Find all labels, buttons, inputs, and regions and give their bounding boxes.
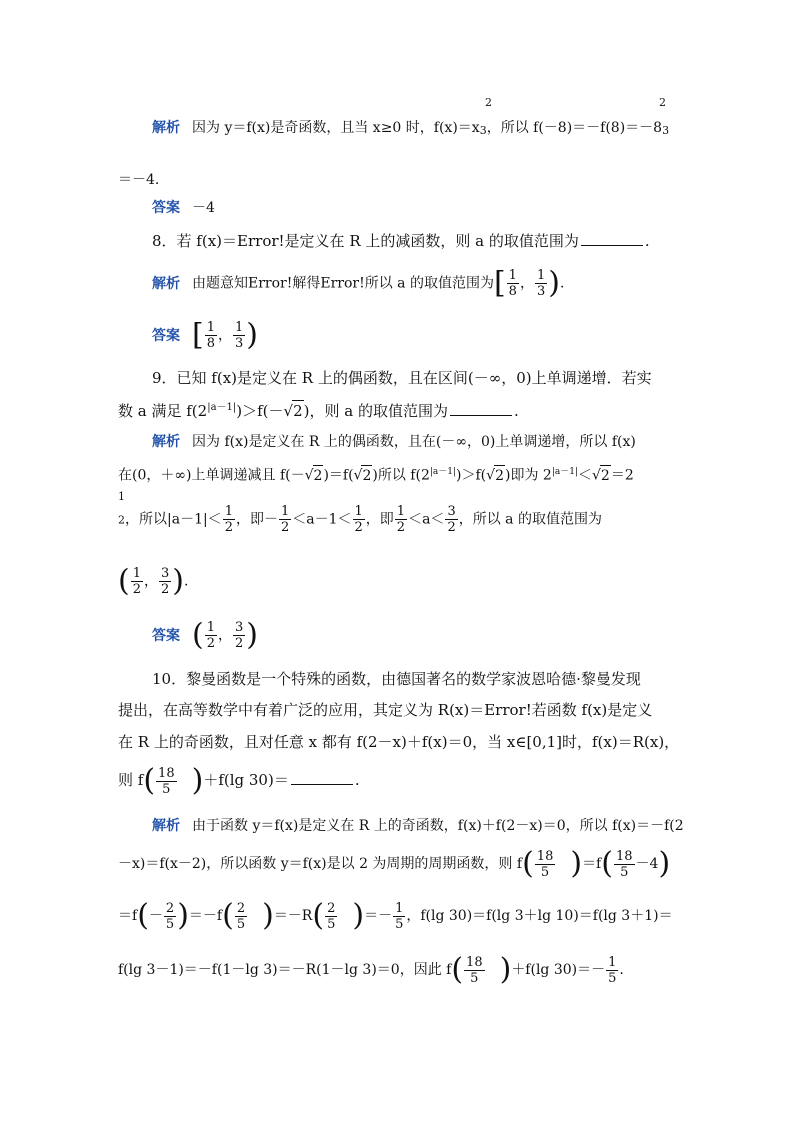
q10-question-line-3: 在 R 上的奇函数，且对任意 x 都有 f(2－x)＋f(x)＝0，当 x∈[0,1]时，f(x)＝R(x)， <box>118 733 680 751</box>
q9-question-line-2: 数 a 满足 $f(2^{|a-1|})>f(-√2)$，则 a 的取值范围为 . <box>118 402 519 420</box>
q7-answer <box>152 198 215 218</box>
analysis-label: 解析 <box>152 120 180 136</box>
answer-label: 答案 <box>152 327 180 344</box>
answer-label: 答案 <box>152 200 180 216</box>
q10-question-line-1: 10．黎曼函数是一个特殊的函数，由德国著名的数学家波恩哈德·黎曼发现 <box>152 670 641 688</box>
q8-question: 8．若 f(x)＝Error!是定义在 R 上的减函数，则 a 的取值范围为 . <box>152 232 650 250</box>
q9-answer: 答案 ( $\frac{1}{2}$ ， $\frac{3}{2}$ ) <box>152 617 258 653</box>
exponent-numerator: 2 <box>659 96 666 109</box>
q9-analysis-line-2: 在(0，＋∞)上单调递减且 f(－√2)＝f(√2)所以 $f(2^{|a-1|})>f(√2)$即为 $2^{|a-1|}<√2=2$ <box>118 462 634 486</box>
analysis-label: 解析 <box>152 275 180 292</box>
q7-analysis-line: 解析 因为 y＝f(x)是奇函数，且当 x≥0 时，f(x)＝x3，所以 f(－8)＝－f(8)＝－83 <box>152 120 670 137</box>
q9-question-line-1: 9．已知 f(x)是定义在 R 上的偶函数，且在区间(－∞，0)上单调递增．若实 <box>152 369 652 387</box>
answer-value: －4 <box>192 200 215 216</box>
q10-analysis-line-3: ＝f(－ $\frac{2}{5}$ )＝－f( $\frac{2}{5}$ )＝－R( $\frac{2}{5}$ )＝－ $\frac{1}{5}$ ，f(lg 30)＝f(lg 3＋lg 10)＝f(lg 3＋1)＝ <box>118 898 673 933</box>
exponent-numerator: 1 <box>118 490 125 503</box>
exponent-numerator: 2 <box>485 96 492 109</box>
q9-analysis-line-3: 2，所以|a－1|＜ $\frac{1}{2}$ ，即－ $\frac{1}{2}$ ＜a－1＜ $\frac{1}{2}$ ，即 $\frac{1}{2}$ ＜a＜ $\frac{3}{2}$ ，所以 a 的取值范围为 <box>118 504 602 535</box>
q10-question-line-2: 提出，在高等数学中有着广泛的应用，其定义为 R(x)＝Error!若函数 f(x)是定义 <box>118 701 653 719</box>
q10-analysis-line-4: f(lg 3－1)＝－f(1－lg 3)＝－R(1－lg 3)＝0，因此 f( $\frac{18}{5}$ )＋f(lg 30)＝－ $\frac{1}{5}$ . <box>118 952 624 987</box>
q10-question-line-4: 则 f( $\frac{18}{5}$ )＋f(lg 30)＝ . <box>118 763 360 798</box>
analysis-label: 解析 <box>152 434 180 450</box>
q9-analysis-line-4: ( $\frac{1}{2}$ ， $\frac{3}{2}$ ). <box>118 563 189 599</box>
answer-blank <box>291 770 353 785</box>
q9-analysis-line-1: 解析 因为 f(x)是定义在 R 上的偶函数，且在(－∞，0)上单调递增，所以 f(x) <box>152 434 636 450</box>
answer-blank <box>581 231 643 246</box>
analysis-label: 解析 <box>152 818 180 834</box>
answer-blank <box>450 401 512 416</box>
q10-analysis-line-2: －x)＝f(x－2)，所以函数 y＝f(x)是以 2 为周期的周期函数，则 f( $\frac{18}{5}$ )＝f( $\frac{18}{5}$ －4) <box>118 846 671 881</box>
q8-analysis: 解析 由题意知Error!解得Error!所以 a 的取值范围为[ $\frac{1}{8}$ ， $\frac{1}{3}$ ). <box>152 265 565 301</box>
q8-answer: 答案 [ $\frac{1}{8}$ ， $\frac{1}{3}$ ) <box>152 317 258 353</box>
q10-analysis-line-1: 解析 由于函数 y＝f(x)是定义在 R 上的奇函数，f(x)＋f(2－x)＝0，所以 f(x)＝－f(2 <box>152 818 684 834</box>
q7-analysis-line-2: ＝－4. <box>118 172 160 188</box>
answer-label: 答案 <box>152 627 180 644</box>
